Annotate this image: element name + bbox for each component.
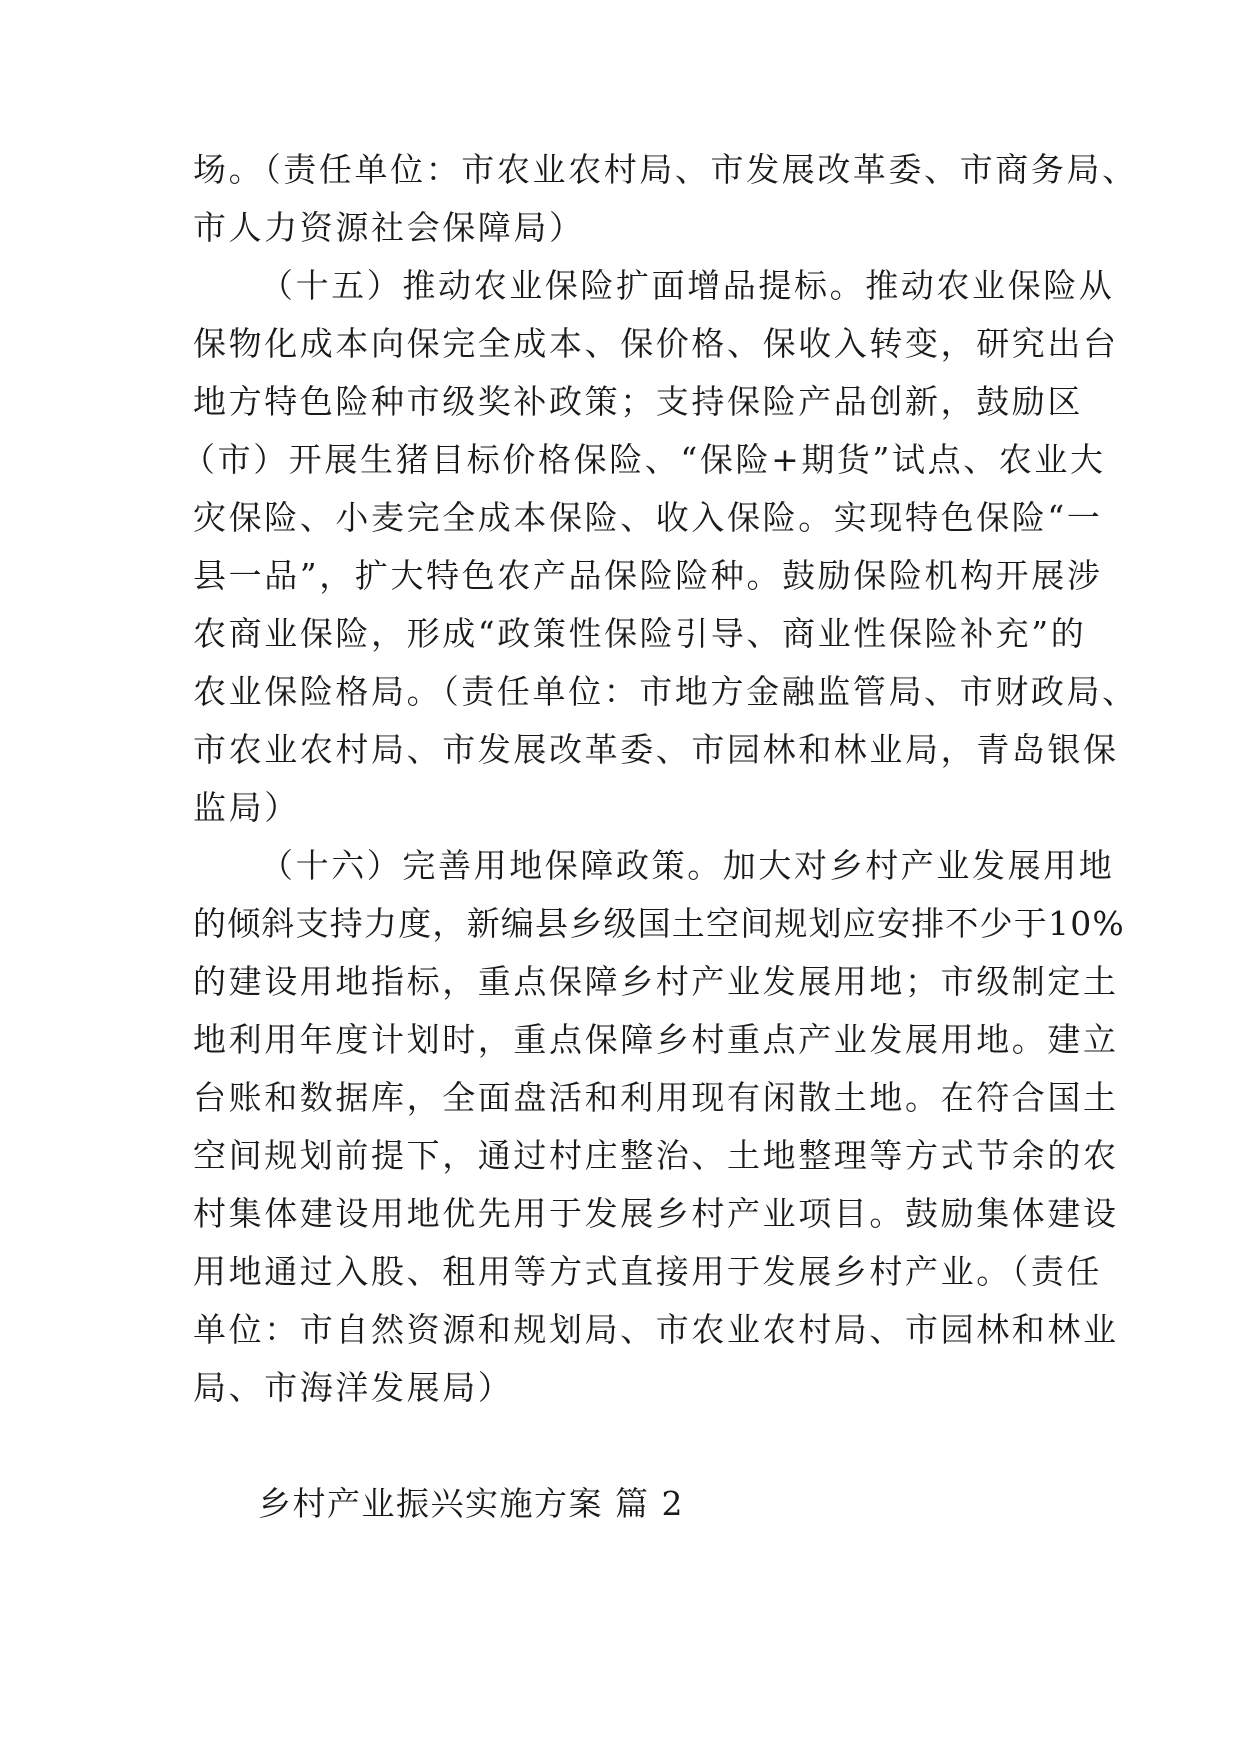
paragraph-line: （十五）推动农业保险扩面增品提标。推动农业保险从 <box>260 266 1115 305</box>
paragraph-line: 灾保险、小麦完全成本保险、收入保险。实现特色保险“一 <box>193 498 1103 537</box>
paragraph-line: 用地通过入股、租用等方式直接用于发展乡村产业。（责任 <box>193 1252 1103 1291</box>
paragraph-line: 农商业保险，形成“政策性保险引导、商业性保险补充”的 <box>193 614 1087 653</box>
paragraph-line: 监局） <box>193 788 300 827</box>
paragraph-line: 市农业农村局、市发展改革委、市园林和林业局，青岛银保 <box>193 730 1119 769</box>
paragraph-line: 的倾斜支持力度，新编县乡级国土空间规划应安排不少于10% <box>193 904 1125 943</box>
paragraph-line: 保物化成本向保完全成本、保价格、保收入转变，研究出台 <box>193 324 1119 363</box>
section-title: 乡村产业振兴实施方案 篇 2 <box>258 1484 684 1523</box>
paragraph-line: 台账和数据库，全面盘活和利用现有闲散土地。在符合国土 <box>193 1078 1119 1117</box>
paragraph-line: 空间规划前提下，通过村庄整治、土地整理等方式节余的农 <box>193 1136 1119 1175</box>
paragraph-line: 地利用年度计划时，重点保障乡村重点产业发展用地。建立 <box>193 1020 1119 1059</box>
paragraph-line: 的建设用地指标，重点保障乡村产业发展用地；市级制定土 <box>193 962 1119 1001</box>
paragraph-line: 县一品”，扩大特色农产品保险险种。鼓励保险机构开展涉 <box>193 556 1103 595</box>
paragraph-line: 村集体建设用地优先用于发展乡村产业项目。鼓励集体建设 <box>193 1194 1119 1233</box>
paragraph-line: 场。（责任单位：市农业农村局、市发展改革委、市商务局、 <box>193 150 1138 189</box>
paragraph-line: 市人力资源社会保障局） <box>193 208 585 247</box>
paragraph-line: 地方特色险种市级奖补政策；支持保险产品创新，鼓励区 <box>193 382 1083 421</box>
paragraph-line: （十六）完善用地保障政策。加大对乡村产业发展用地 <box>260 846 1115 885</box>
paragraph-line: 单位：市自然资源和规划局、市农业农村局、市园林和林业 <box>193 1310 1119 1349</box>
paragraph-line: 农业保险格局。（责任单位：市地方金融监管局、市财政局、 <box>193 672 1138 711</box>
paragraph-line: （市）开展生猪目标价格保险、“保险+期货”试点、农业大 <box>182 440 1106 479</box>
paragraph-line: 局、市海洋发展局） <box>193 1368 514 1407</box>
